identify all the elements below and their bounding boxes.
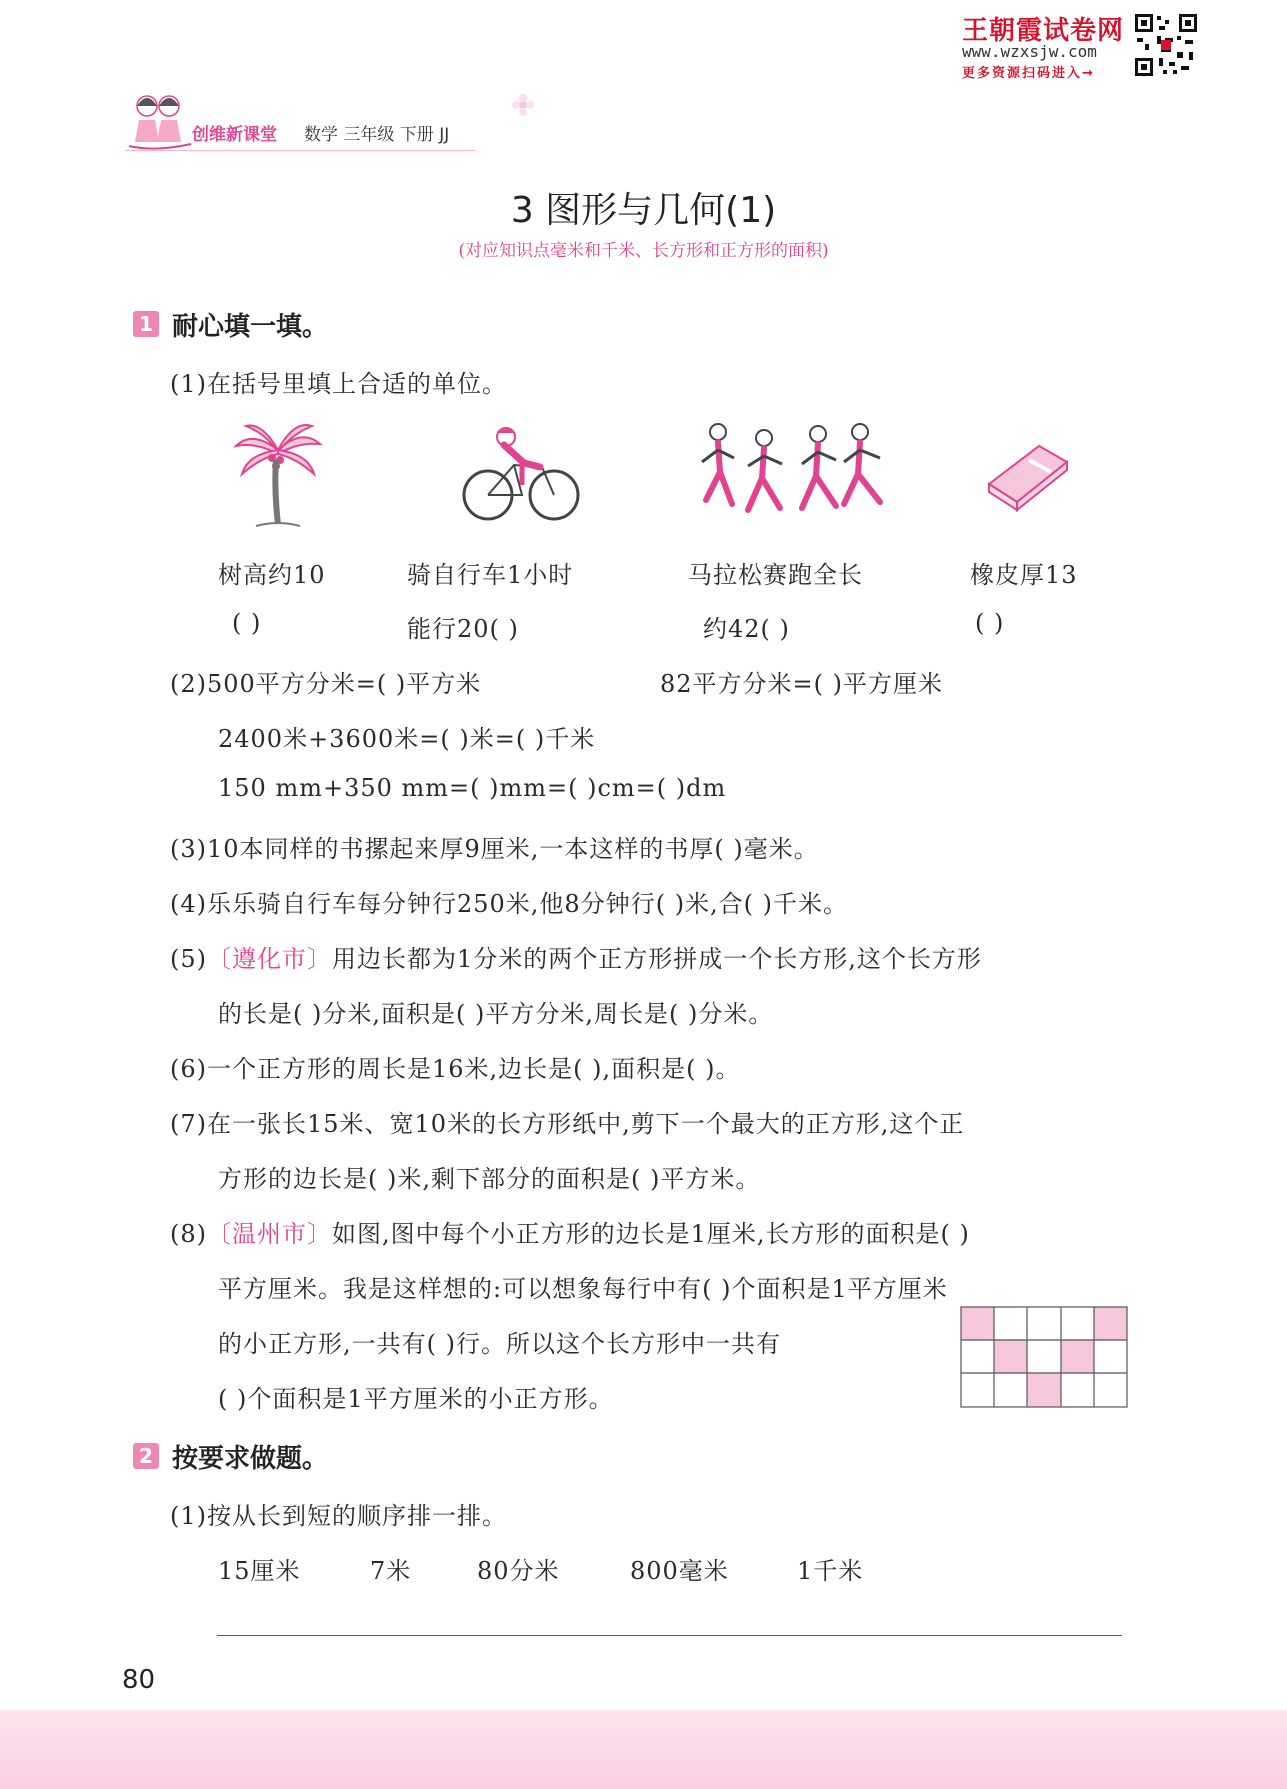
section2-question-1-intro: (1)按从长到短的顺序排一排。 bbox=[170, 1502, 507, 1530]
subject-label: 数学 三年级 下册 JJ bbox=[304, 125, 450, 145]
question-8-line2[interactable]: 平方厘米。我是这样想的:可以想象每行中有( )个面积是1平方厘米 bbox=[218, 1275, 948, 1303]
question-7-line1: (7)在一张长15米、宽10米的长方形纸中,剪下一个最大的正方形,这个正 bbox=[170, 1110, 965, 1138]
question-1-intro: (1)在括号里填上合适的单位。 bbox=[170, 370, 507, 398]
caption-marathon-line1: 马拉松赛跑全长 bbox=[688, 561, 863, 589]
caption-marathon-line2[interactable]: 约42( ) bbox=[703, 615, 790, 643]
runners-icon bbox=[698, 420, 898, 528]
caption-tree-blank[interactable]: ( ) bbox=[232, 609, 262, 637]
palm-tree-icon bbox=[232, 420, 324, 530]
brand-name: 王朝霞试卷网 bbox=[962, 16, 1125, 46]
section-number: 1 bbox=[133, 311, 159, 337]
section-title: 按要求做题。 bbox=[172, 1444, 329, 1474]
question-2b[interactable]: 82平方分米=( )平方厘米 bbox=[660, 670, 944, 698]
caption-bike-line1: 骑自行车1小时 bbox=[407, 561, 574, 589]
footer-band bbox=[0, 1710, 1287, 1789]
page-number: 80 bbox=[122, 1665, 156, 1695]
question-8-line4[interactable]: ( )个面积是1平方厘米的小正方形。 bbox=[218, 1385, 614, 1413]
question-6[interactable]: (6)一个正方形的周长是16米,边长是( ),面积是( )。 bbox=[170, 1055, 741, 1083]
page-title: 3 图形与几何(1) bbox=[510, 190, 777, 231]
length-item: 800毫米 bbox=[630, 1557, 729, 1585]
section-number: 2 bbox=[133, 1443, 159, 1469]
question-5-line2[interactable]: 的长是( )分米,面积是( )平方分米,周长是( )分米。 bbox=[218, 1000, 774, 1028]
question-4[interactable]: (4)乐乐骑自行车每分钟行250米,他8分钟行( )米,合( )千米。 bbox=[170, 890, 849, 918]
caption-bike-line2[interactable]: 能行20( ) bbox=[407, 615, 519, 643]
question-2c[interactable]: 2400米+3600米=( )米=( )千米 bbox=[218, 725, 596, 753]
caption-eraser-blank[interactable]: ( ) bbox=[975, 609, 1005, 637]
question-5-prefix: (5) bbox=[170, 945, 207, 973]
length-item: 80分米 bbox=[477, 1557, 560, 1585]
question-5-region-tag: 〔遵化市〕 bbox=[207, 945, 332, 973]
question-8-text: 如图,图中每个小正方形的边长是1厘米,长方形的面积是( ) bbox=[332, 1220, 970, 1248]
question-2a[interactable]: (2)500平方分米=( )平方米 bbox=[170, 670, 482, 698]
question-8-prefix: (8) bbox=[170, 1220, 207, 1248]
qr-code-icon[interactable] bbox=[1133, 12, 1199, 78]
kids-mascot-icon bbox=[125, 88, 195, 154]
flower-decoration-icon bbox=[510, 92, 536, 118]
answer-line[interactable] bbox=[217, 1635, 1122, 1636]
length-item: 7米 bbox=[370, 1557, 412, 1585]
question-8-line3[interactable]: 的小正方形,一共有( )行。所以这个长方形中一共有 bbox=[218, 1330, 781, 1358]
brand-url[interactable]: www.wzxsjw.com bbox=[962, 42, 1097, 61]
caption-tree-line1: 树高约10 bbox=[218, 561, 326, 589]
eraser-icon bbox=[985, 440, 1071, 512]
question-8-line1[interactable] bbox=[170, 1214, 970, 1249]
length-item: 15厘米 bbox=[218, 1557, 301, 1585]
question-8-region-tag: 〔温州市〕 bbox=[207, 1220, 332, 1248]
cyclist-icon bbox=[462, 425, 580, 523]
caption-eraser-line1: 橡皮厚13 bbox=[970, 561, 1078, 589]
page-subtitle: (对应知识点毫米和千米、长方形和正方形的面积) bbox=[458, 241, 829, 261]
header-divider bbox=[125, 150, 475, 151]
question-5-text: 用边长都为1分米的两个正方形拼成一个长方形,这个长方形 bbox=[332, 945, 982, 973]
question-7-line2[interactable]: 方形的边长是( )米,剩下部分的面积是( )平方米。 bbox=[218, 1165, 761, 1193]
question-5-line1[interactable] bbox=[170, 939, 982, 974]
length-item: 1千米 bbox=[797, 1557, 864, 1585]
rectangle-grid-figure bbox=[960, 1306, 1128, 1408]
series-name: 创维新课堂 bbox=[192, 125, 277, 145]
question-2d[interactable]: 150 mm+350 mm=( )mm=( )cm=( )dm bbox=[218, 774, 727, 802]
section-title: 耐心填一填。 bbox=[172, 312, 329, 342]
scan-hint: 更多资源扫码进入→ bbox=[962, 66, 1095, 81]
question-3[interactable]: (3)10本同样的书摞起来厚9厘米,一本这样的书厚( )毫米。 bbox=[170, 835, 819, 863]
